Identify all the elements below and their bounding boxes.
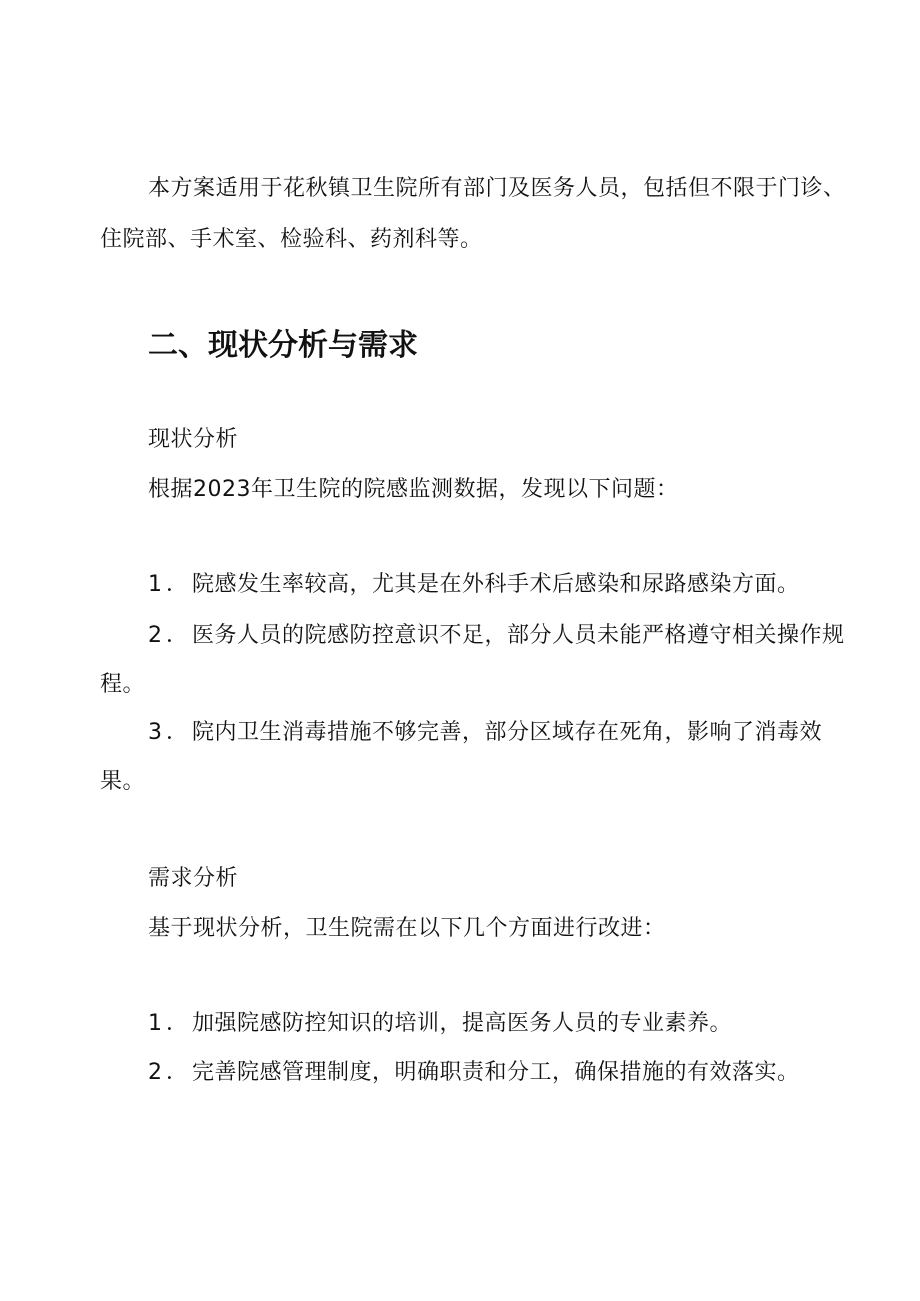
list-number: 2． (148, 623, 192, 648)
status-lead: 根据2023年卫生院的院感监测数据，发现以下问题： (148, 477, 679, 502)
list-number: 3． (148, 720, 192, 745)
list-text: 加强院感防控知识的培训，提高医务人员的专业素养。 (192, 1011, 733, 1036)
list-number: 1． (148, 1011, 192, 1036)
status-item-1 (148, 570, 800, 600)
intro-line-1: 本方案适用于花秋镇卫生院所有部门及医务人员，包括但不限于门诊、 (148, 176, 846, 201)
status-item-2 (148, 621, 845, 651)
status-item-3 (148, 718, 822, 748)
list-number: 2． (148, 1060, 192, 1085)
section-heading: 二、现状分析与需求 (148, 328, 418, 363)
needs-subtitle: 需求分析 (148, 866, 239, 891)
status-item-3-continued: 果。 (100, 769, 146, 794)
list-text: 完善院感管理制度，明确职责和分工，确保措施的有效落实。 (192, 1060, 800, 1085)
list-text: 院感发生率较高，尤其是在外科手术后感染和尿路感染方面。 (192, 572, 800, 597)
needs-item-2 (148, 1058, 800, 1088)
list-text: 医务人员的院感防控意识不足，部分人员未能严格遵守相关操作规 (192, 623, 845, 648)
needs-item-1 (148, 1009, 732, 1039)
status-item-2-continued: 程。 (100, 672, 146, 697)
status-subtitle: 现状分析 (148, 427, 239, 452)
list-number: 1． (148, 572, 192, 597)
intro-line-2: 住院部、手术室、检验科、药剂科等。 (100, 227, 483, 252)
list-text: 院内卫生消毒措施不够完善，部分区域存在死角，影响了消毒效 (192, 720, 823, 745)
needs-lead: 基于现状分析，卫生院需在以下几个方面进行改进： (148, 916, 666, 941)
